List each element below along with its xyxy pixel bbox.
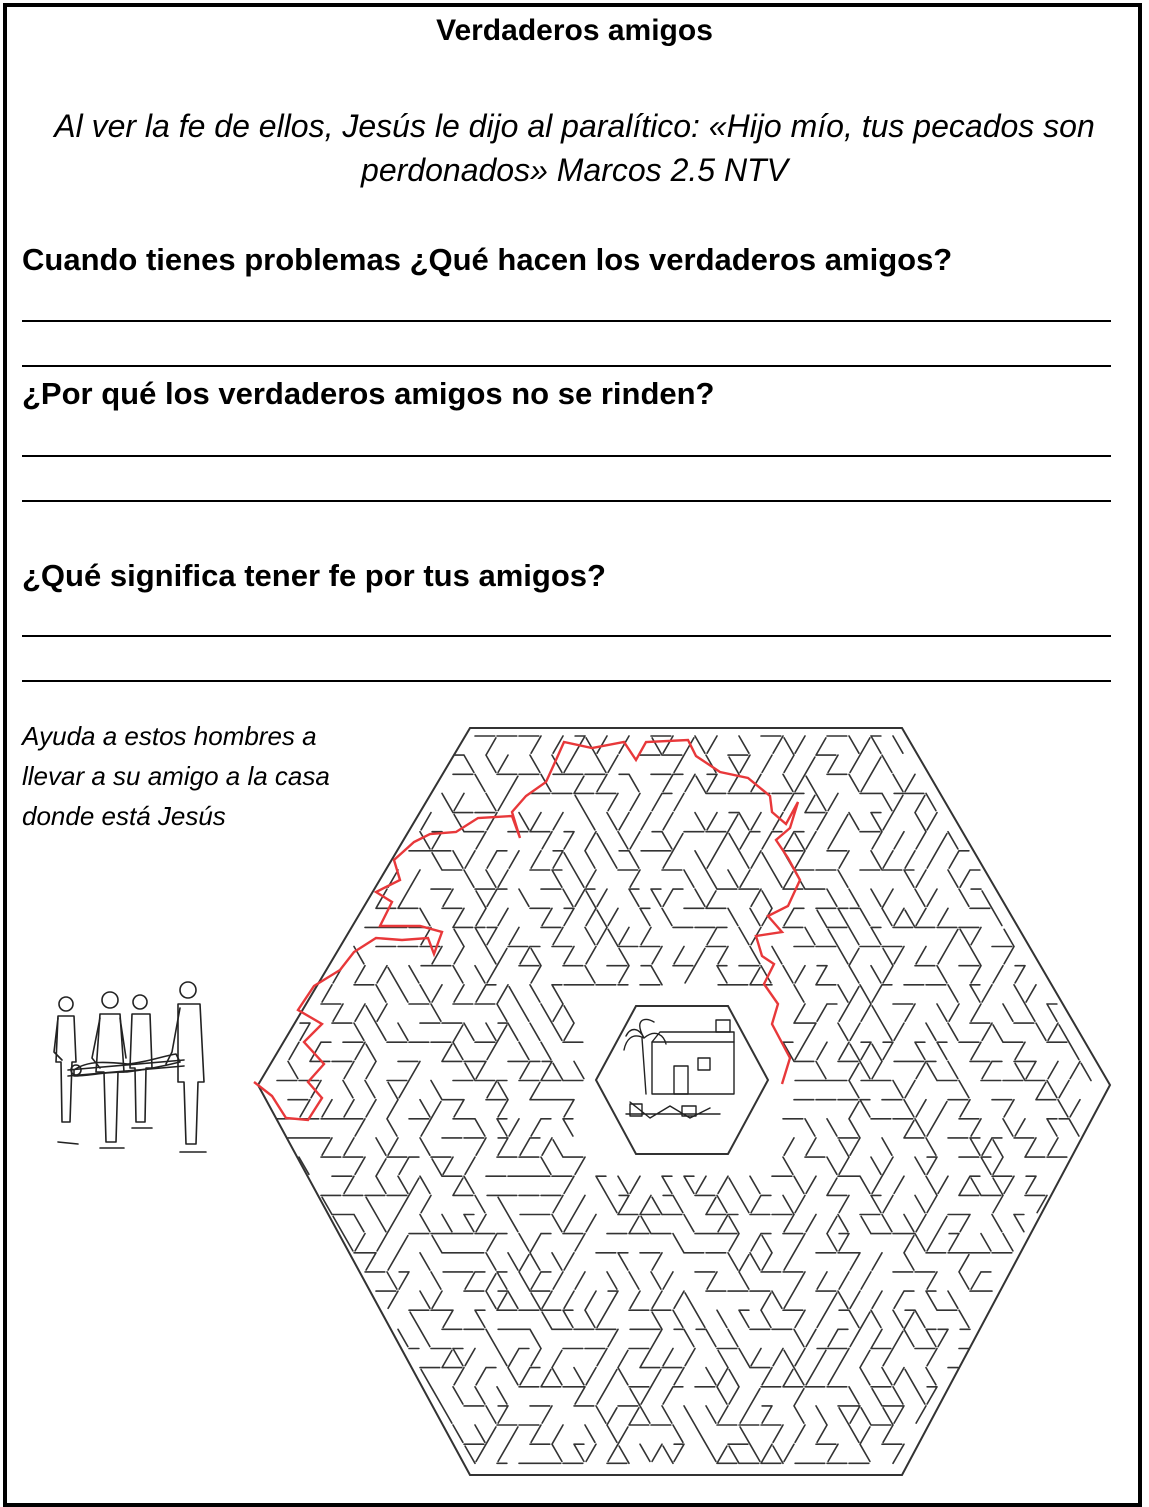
answer-line-3a[interactable] [22, 635, 1111, 637]
question-3: ¿Qué significa tener fe por tus amigos? [22, 558, 606, 593]
answer-line-1a[interactable] [22, 320, 1111, 322]
answer-line-2a[interactable] [22, 455, 1111, 457]
answer-line-1b[interactable] [22, 365, 1111, 367]
answer-line-3b[interactable] [22, 680, 1111, 682]
question-2: ¿Por qué los verdaderos amigos no se rinden? [22, 376, 715, 411]
bible-verse: Al ver la fe de ellos, Jesús le dijo al paralítico: «Hijo mío, tus pecados son perdonados» Marcos 2.5 NTV [54, 108, 1095, 188]
hexagon-maze[interactable] [250, 720, 1120, 1490]
men-carrying-stretcher-icon [48, 972, 220, 1157]
maze-center [596, 1006, 768, 1154]
worksheet-title: Verdaderos amigos [436, 14, 713, 47]
maze-instruction: Ayuda a estos hombres a llevar a su amigo a la casa donde está Jesús [22, 721, 330, 831]
question-1: Cuando tienes problemas ¿Qué hacen los verdaderos amigos? [22, 242, 953, 277]
answer-line-2b[interactable] [22, 500, 1111, 502]
